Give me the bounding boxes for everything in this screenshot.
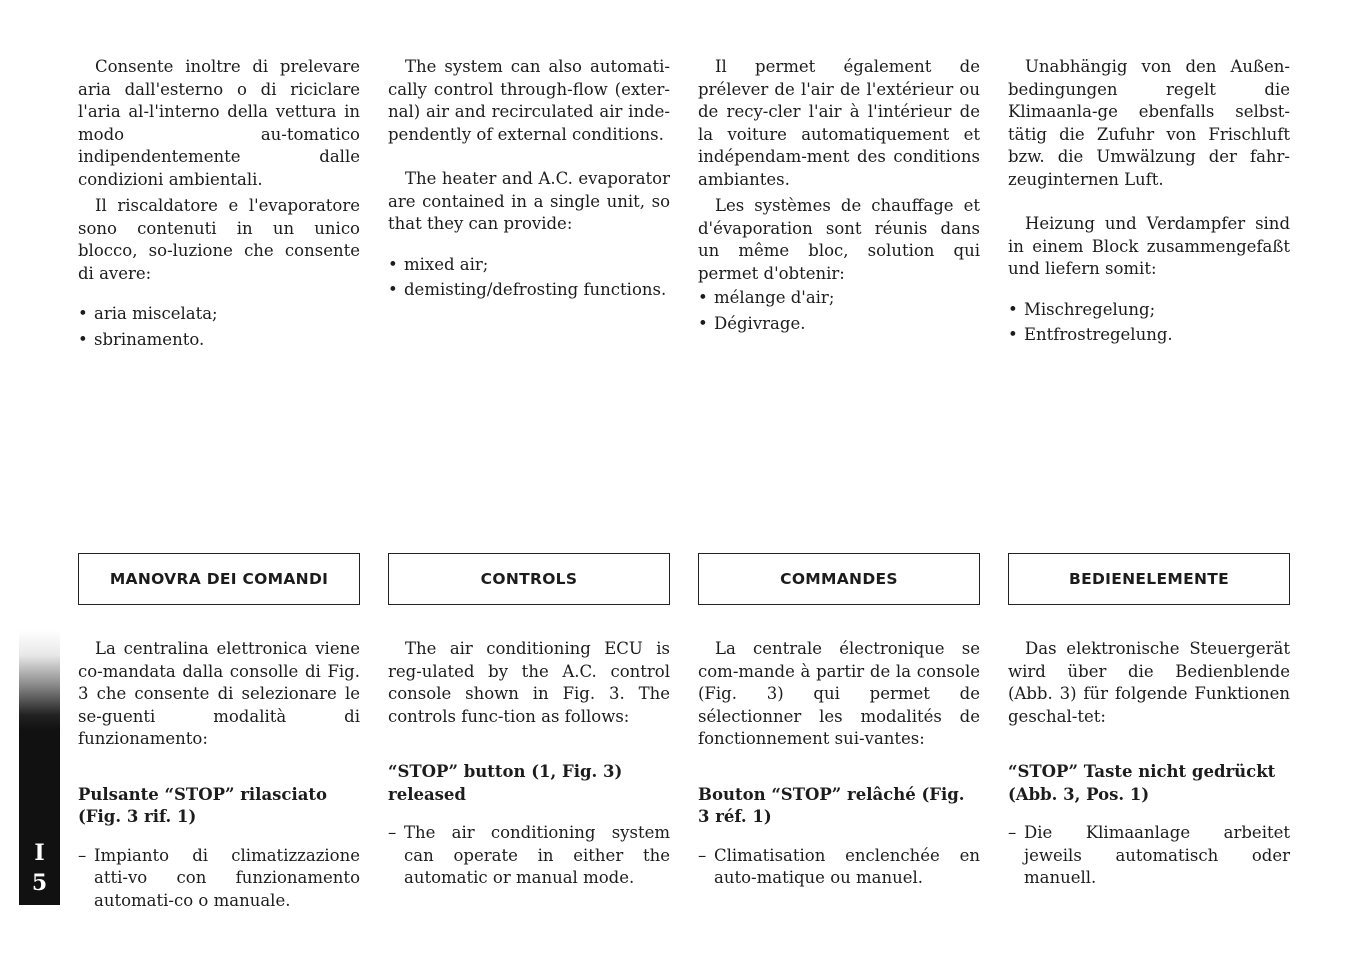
list-item: • Mischregelung; xyxy=(1008,299,1290,322)
page-tab-fade xyxy=(19,630,60,730)
list-item: • mixed air; xyxy=(388,254,670,277)
intro-paragraph: Heizung und Verdampfer sind in einem Block zusammengefaßt und liefern somit: xyxy=(1008,214,1290,278)
list-item: • Dégivrage. xyxy=(698,313,980,336)
section-heading-box xyxy=(388,553,670,605)
list-item: • Entfrostregelung. xyxy=(1008,324,1290,347)
controls-section-it xyxy=(78,553,360,912)
dash-item: – Climatisation enclenchée en auto-matique ou manuel. xyxy=(698,845,980,890)
controls-section-de xyxy=(1008,553,1290,890)
feature-list xyxy=(698,287,980,335)
section-heading: MANOVRA DEI COMANDI xyxy=(109,569,329,588)
section-heading: COMMANDES xyxy=(780,569,898,588)
list-item: • mélange d'air; xyxy=(698,287,980,310)
section-heading-box xyxy=(698,553,980,605)
dash-item: – Die Klimaanlage arbeitet jeweils automatisch oder manuell. xyxy=(1008,822,1290,890)
page-tab-language: I xyxy=(34,840,45,866)
subheading: “STOP” Taste nicht gedrückt (Abb. 3, Pos. 1) xyxy=(1008,762,1276,804)
description-paragraph: Das elektronische Steuergerät wird über die Bedienblende (Abb. 3) für folgende Funktionen geschal-tet: xyxy=(1008,639,1290,726)
feature-list xyxy=(78,303,360,351)
intro-column-en xyxy=(388,56,670,305)
page-number: 5 xyxy=(31,870,48,896)
dash-item: – The air conditioning system can operate in either the automatic or manual mode. xyxy=(388,822,670,890)
section-heading: BEDIENELEMENTE xyxy=(1069,569,1229,588)
description-paragraph: The air conditioning ECU is reg-ulated by the A.C. control console shown in Fig. 3. The controls func-tion as follows: xyxy=(388,639,670,726)
intro-column-fr xyxy=(698,56,980,338)
intro-column-de xyxy=(1008,56,1290,350)
controls-section-fr xyxy=(698,553,980,890)
section-heading: CONTROLS xyxy=(480,569,578,588)
list-item: • aria miscelata; xyxy=(78,303,360,326)
feature-list xyxy=(388,254,670,302)
intro-paragraph: The system can also automati-cally control through-flow (exter-nal) air and recirculated air inde-pendently of external conditions. xyxy=(388,57,670,144)
dash-item: – Impianto di climatizzazione atti-vo con funzionamento automati-co o manuale. xyxy=(78,845,360,913)
intro-paragraph: Il permet également de prélever de l'air de l'extérieur ou de recy-cler l'air à l'intérieur de la voiture automatiquement et indépendam-ment des conditions ambiantes. xyxy=(698,57,980,189)
intro-paragraph: Consente inoltre di prelevare aria dall'esterno o di riciclare l'aria al-l'interno della vettura in modo au-tomatico indipendentemente dalle condizioni ambientali. xyxy=(78,57,360,189)
intro-paragraph: The heater and A.C. evaporator are contained in a single unit, so that they can provide: xyxy=(388,169,670,233)
feature-list xyxy=(1008,299,1290,347)
subheading: Bouton “STOP” relâché (Fig. 3 réf. 1) xyxy=(698,784,965,826)
description-paragraph: La centralina elettronica viene co-mandata dalla consolle di Fig. 3 che consente di selezionare le se-guenti modalità di funzionamento: xyxy=(78,639,360,748)
description-paragraph: La centrale électronique se com-mande à partir de la console (Fig. 3) qui permet de sélectionner les modalités de fonctionnement sui-vantes: xyxy=(698,639,980,748)
page-tab-label xyxy=(19,838,60,898)
intro-paragraph: Les systèmes de chauffage et d'évaporation sont réunis dans un même bloc, solution qui permet d'obtenir: xyxy=(698,196,980,283)
subheading: Pulsante “STOP” rilasciato (Fig. 3 rif. 1) xyxy=(78,784,328,826)
intro-paragraph: Unabhängig von den Außen-bedingungen regelt die Klimaanla-ge ebenfalls selbst-tätig die Zufuhr von Frischluft bzw. die Umwälzung der fahr-zeuginternen Luft. xyxy=(1008,57,1290,189)
intro-paragraph: Il riscaldatore e l'evaporatore sono contenuti in un unico blocco, so-luzione che consente di avere: xyxy=(78,196,360,283)
subheading: “STOP” button (1, Fig. 3) released xyxy=(388,762,623,804)
list-item: • sbrinamento. xyxy=(78,329,360,352)
section-heading-box xyxy=(78,553,360,605)
intro-column-it xyxy=(78,56,360,354)
controls-section-en xyxy=(388,553,670,890)
list-item: • demisting/defrosting functions. xyxy=(388,279,670,302)
section-heading-box xyxy=(1008,553,1290,605)
